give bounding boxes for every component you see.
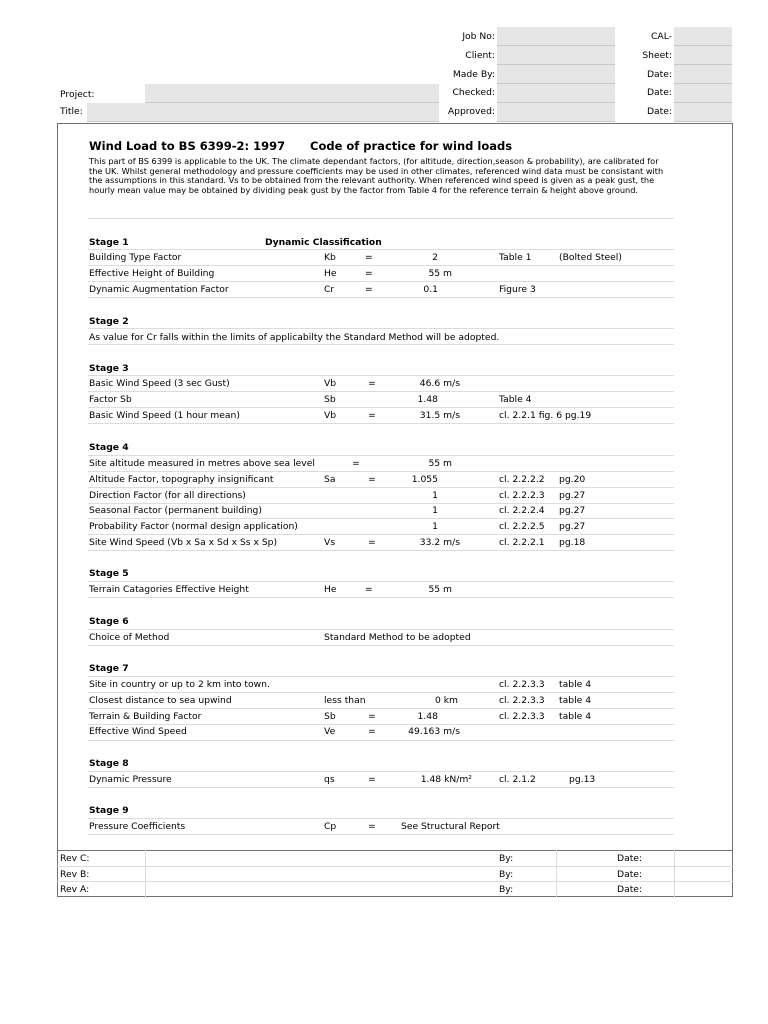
row-value: 1.48 kN/m² [420, 774, 472, 785]
title-field[interactable] [87, 103, 439, 122]
row-symbol: qs [324, 774, 335, 785]
rev-c-date-label: Date: [617, 853, 643, 864]
row-rule [88, 518, 674, 519]
row-value: 1 [432, 505, 438, 516]
revision-divider [57, 850, 733, 851]
row-reference: cl. 2.2.2.4 [499, 505, 545, 516]
row-reference: cl. 2.2.3.3 [499, 695, 545, 706]
stage-5-title: Stage 5 [89, 568, 129, 579]
row-symbol: Cp [324, 821, 337, 832]
row-value: 31.5 m/s [419, 410, 460, 421]
row-symbol: Sb [324, 394, 336, 405]
row-equals: = [365, 584, 373, 595]
intro-paragraph: This part of BS 6399 is applicable to the UK. The climate dependant factors, (for altitude, direction,season & probability), are calibrated for the UK. Whilst general methodology and pressure coefficients may be used in other climates, referenced wind data must be consistant with the assumptions in this standard. Vs to be obtained from the relevant authority. When referenced wind speed is given as a peak gust, the hourly mean value may be obtained by dividing peak gust by the factor from Table 4 for the reference terrain & height above ground. [89, 156, 664, 195]
row-desc: Terrain Catagories Effective Height [89, 584, 249, 595]
row-page: table 4 [559, 695, 592, 706]
row-value: 0 km [434, 695, 458, 706]
job-no-label: Job No: [462, 31, 495, 42]
row-reference: cl. 2.2.1 fig. 6 pg.19 [499, 410, 592, 421]
sheet-label: Sheet: [642, 50, 672, 61]
row-reference: cl. 2.1.2 [499, 774, 536, 785]
row-rule [57, 881, 733, 882]
row-desc: Site Wind Speed (Vb x Sa x Sd x Ss x Sp) [89, 537, 278, 548]
rev-a-by-label: By: [499, 884, 514, 895]
row-rule [88, 787, 674, 788]
row-value: 1 [432, 521, 438, 532]
row-value: 33.2 m/s [419, 537, 460, 548]
row-equals: = [365, 284, 373, 295]
stage-4-title: Stage 4 [89, 442, 129, 453]
row-desc: Direction Factor (for all directions) [89, 490, 246, 501]
row-desc: Effective Wind Speed [89, 726, 187, 737]
rev-c-by-label: By: [499, 853, 514, 864]
method-value: Standard Method to be adopted [324, 632, 471, 643]
row-equals: = [365, 252, 373, 263]
row-rule [88, 471, 674, 472]
stage-8-title: Stage 8 [89, 758, 129, 769]
rev-b-by-label: By: [499, 869, 514, 880]
row-rule [88, 218, 674, 219]
made-by-field[interactable] [497, 65, 615, 84]
stage-7-title: Stage 7 [89, 663, 129, 674]
rev-c-label: Rev C: [60, 853, 90, 864]
row-reference: cl. 2.2.2.1 [499, 537, 545, 548]
row-desc: Site altitude measured in metres above sea level [89, 458, 315, 469]
row-desc: Dynamic Pressure [89, 774, 172, 785]
row-desc: Pressure Coefficients [89, 821, 186, 832]
row-equals: = [368, 537, 376, 548]
row-desc: Terrain & Building Factor [89, 711, 202, 722]
rev-a-label: Rev A: [60, 884, 90, 895]
sheet-field[interactable] [674, 46, 732, 65]
row-desc: Choice of Method [89, 632, 170, 643]
row-rule [88, 487, 674, 488]
row-rule [88, 281, 674, 282]
row-symbol: Sa [324, 474, 336, 485]
row-rule [88, 407, 674, 408]
row-rule [88, 771, 674, 772]
row-rule [88, 740, 674, 741]
row-value: 0.1 [423, 284, 438, 295]
row-desc: Site in country or up to 2 km into town. [89, 679, 270, 690]
rev-b-date-label: Date: [617, 869, 643, 880]
document-title: Wind Load to BS 6399-2: 1997 [89, 139, 286, 153]
row-desc: Altitude Factor, topography insignificant [89, 474, 274, 485]
row-reference: cl. 2.2.3.3 [499, 679, 545, 690]
row-value: See Structural Report [401, 821, 500, 832]
row-equals: = [368, 821, 376, 832]
row-symbol: He [324, 268, 337, 279]
row-desc: Effective Height of Building [89, 268, 215, 279]
row-equals: = [368, 711, 376, 722]
stage-6-title: Stage 6 [89, 616, 129, 627]
row-equals: = [368, 726, 376, 737]
row-desc: Basic Wind Speed (3 sec Gust) [89, 378, 230, 389]
project-label: Project: [60, 89, 95, 100]
row-rule [88, 249, 674, 250]
date-field[interactable] [674, 65, 732, 84]
approved-label: Approved: [447, 106, 495, 117]
row-page: pg.20 [559, 474, 586, 485]
row-symbol: Vb [324, 378, 337, 389]
stage-1-heading: Dynamic Classification [265, 237, 382, 248]
row-rule [88, 344, 674, 345]
row-symbol: He [324, 584, 337, 595]
row-reference: Table 1 [499, 252, 532, 263]
row-rule [88, 645, 674, 646]
title-label: Title: [60, 106, 83, 117]
row-rule [88, 629, 674, 630]
document-subtitle: Code of practice for wind loads [310, 139, 513, 153]
row-symbol: less than [324, 695, 366, 706]
rev-a-date-label: Date: [617, 884, 643, 895]
row-page: pg.27 [559, 490, 586, 501]
project-field[interactable] [145, 84, 439, 103]
row-equals: = [368, 774, 376, 785]
row-page: pg.27 [559, 505, 586, 516]
made-by-label: Made By: [452, 69, 495, 80]
row-rule [88, 534, 674, 535]
approved-field[interactable] [497, 103, 615, 122]
row-rule [88, 708, 674, 709]
row-rule [88, 297, 674, 298]
job-no-field[interactable] [497, 27, 615, 46]
row-rule [88, 692, 674, 693]
row-symbol: Ve [324, 726, 336, 737]
row-rule [88, 503, 674, 504]
row-value: 2 [432, 252, 438, 263]
row-note: (Bolted Steel) [559, 252, 622, 263]
row-page: table 4 [559, 679, 592, 690]
revision-column-line [145, 850, 146, 897]
row-rule [88, 265, 674, 266]
row-value: 1.48 [417, 394, 438, 405]
row-desc: Closest distance to sea upwind [89, 695, 232, 706]
row-value: 1.055 [411, 474, 438, 485]
row-page: pg.27 [559, 521, 586, 532]
row-rule [88, 581, 674, 582]
cal-field[interactable] [674, 27, 732, 46]
row-reference: cl. 2.2.3.3 [499, 711, 545, 722]
row-rule [88, 818, 674, 819]
row-page: table 4 [559, 711, 592, 722]
row-desc: Building Type Factor [89, 252, 182, 263]
row-rule [88, 375, 674, 376]
checked-label: Checked: [452, 87, 495, 98]
row-desc: Factor Sb [89, 394, 132, 405]
row-value: 46.6 m/s [419, 378, 460, 389]
rev-b-label: Rev B: [60, 869, 90, 880]
checked-field[interactable] [497, 84, 615, 103]
row-rule [57, 866, 733, 867]
row-desc: Probability Factor (normal design application) [89, 521, 298, 532]
row-page: pg.13 [569, 774, 596, 785]
revision-column-line [674, 850, 675, 897]
row-symbol: Vs [324, 537, 336, 548]
row-symbol: Sb [324, 711, 336, 722]
row-reference: cl. 2.2.2.5 [499, 521, 545, 532]
stage-9-title: Stage 9 [89, 805, 129, 816]
approved-date-field[interactable] [674, 103, 732, 122]
stage-2-text: As value for Cr falls within the limits of applicabilty the Standard Method will be adopted. [89, 332, 500, 343]
row-value: 55 m [428, 584, 452, 595]
stage-1-title: Stage 1 [89, 237, 129, 248]
row-equals: = [368, 378, 376, 389]
stage-3-title: Stage 3 [89, 363, 129, 374]
date-label: Date: [646, 69, 672, 80]
row-rule [88, 455, 674, 456]
row-desc: Basic Wind Speed (1 hour mean) [89, 410, 240, 421]
row-rule [88, 550, 674, 551]
row-rule [88, 676, 674, 677]
revision-column-line [556, 850, 557, 897]
row-reference: cl. 2.2.2.3 [499, 490, 545, 501]
row-value: 49.163 m/s [408, 726, 460, 737]
client-label: Client: [465, 50, 495, 61]
row-value: 55 m [428, 458, 452, 469]
row-rule [88, 423, 674, 424]
row-rule [88, 328, 674, 329]
row-rule [88, 724, 674, 725]
cal-label: CAL- [651, 31, 672, 42]
row-desc: Dynamic Augmentation Factor [89, 284, 229, 295]
row-symbol: Vb [324, 410, 337, 421]
row-desc: Seasonal Factor (permanent building) [89, 505, 262, 516]
row-symbol: Kb [324, 252, 336, 263]
row-rule [88, 597, 674, 598]
row-reference: cl. 2.2.2.2 [499, 474, 545, 485]
row-equals: = [352, 458, 360, 469]
row-symbol: Cr [324, 284, 335, 295]
stage-2-title: Stage 2 [89, 316, 129, 327]
checked-date-field[interactable] [674, 84, 732, 103]
row-page: pg.18 [559, 537, 586, 548]
row-value: 1.48 [417, 711, 438, 722]
approved-date-label: Date: [646, 106, 672, 117]
row-value: 55 m [428, 268, 452, 279]
row-equals: = [368, 410, 376, 421]
row-rule [88, 834, 674, 835]
row-reference: Figure 3 [499, 284, 536, 295]
checked-date-label: Date: [646, 87, 672, 98]
row-reference: Table 4 [499, 394, 532, 405]
client-field[interactable] [497, 46, 615, 65]
row-rule [88, 391, 674, 392]
row-equals: = [368, 474, 376, 485]
row-equals: = [365, 268, 373, 279]
row-value: 1 [432, 490, 438, 501]
